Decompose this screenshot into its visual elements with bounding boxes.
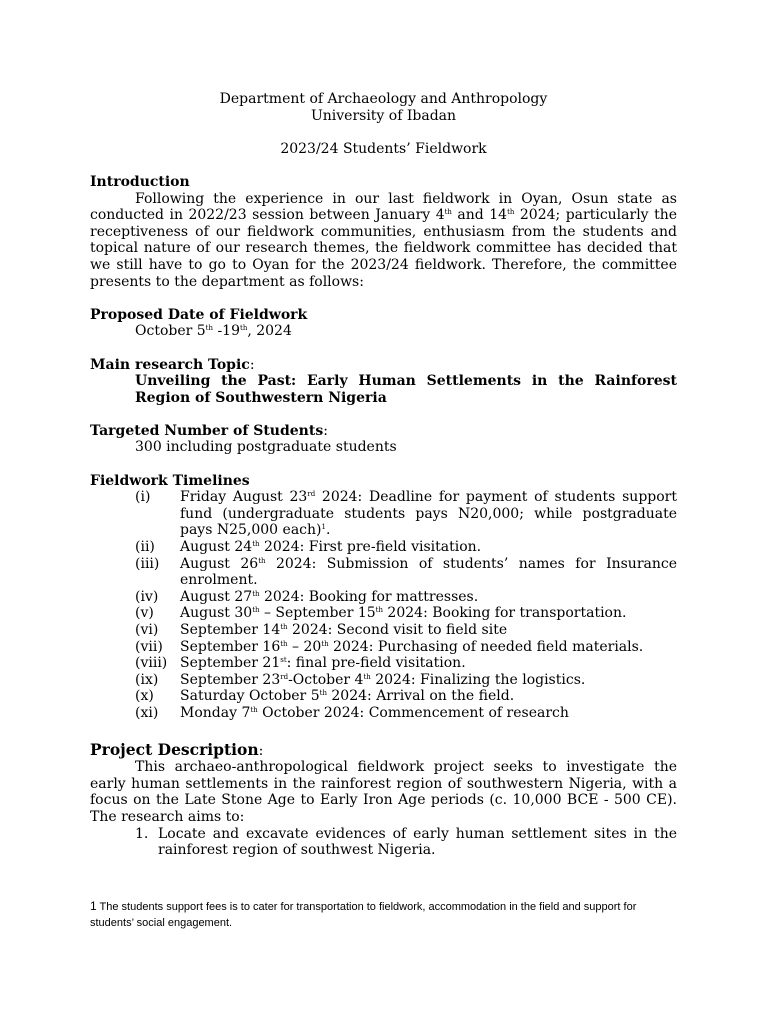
timeline-number: (xi) bbox=[135, 704, 159, 721]
timeline-number: (vi) bbox=[135, 622, 159, 638]
timeline-number: (vii) bbox=[135, 638, 163, 655]
timeline-text: Saturday October 5th 2024: Arrival on the field. bbox=[180, 688, 515, 705]
timeline-text: September 21st: final pre-field visitation. bbox=[180, 655, 466, 672]
timeline-item bbox=[90, 556, 677, 589]
aim-item bbox=[90, 826, 677, 859]
timeline-item bbox=[90, 639, 677, 656]
timeline-text: September 16th – 20th 2024: Purchasing of needed field materials. bbox=[180, 638, 644, 655]
research-topic-heading: Main research Topic: bbox=[90, 356, 255, 373]
timeline-text: August 30th – September 15th 2024: Booking for transportation. bbox=[180, 605, 627, 622]
timeline-number: (ix) bbox=[135, 671, 159, 688]
aims-list bbox=[90, 826, 677, 859]
timeline-text: August 26th 2024: Submission of students’ names for Insurance enrolment. bbox=[180, 555, 677, 589]
target-students-value: 300 including postgraduate students bbox=[135, 439, 397, 456]
timeline-item bbox=[90, 539, 677, 556]
timeline-number: (viii) bbox=[135, 655, 168, 672]
proposed-date-value: October 5th -19th, 2024 bbox=[135, 323, 292, 340]
project-heading: Project Description: bbox=[90, 739, 264, 759]
aim-number: 1. bbox=[135, 825, 149, 842]
timeline-item bbox=[90, 589, 677, 606]
timeline-item bbox=[90, 605, 677, 622]
project-paragraph: This archaeo-anthropological fieldwork project seeks to investigate the early human settlements in the rainforest region of southwestern Nigeria, with a focus on the Late Stone Age to Early Iron Age periods (c. 10,000 BCE - 500 CE). The research aims to: bbox=[90, 759, 677, 825]
introduction-heading: Introduction bbox=[90, 173, 190, 190]
timeline-number: (iv) bbox=[135, 588, 159, 605]
timeline-item bbox=[90, 705, 677, 722]
timeline-number: (x) bbox=[135, 688, 154, 705]
footnote-text: The students support fees is to cater for transportation to fieldwork, accommodation in the field and support for students’ social engagement. bbox=[90, 901, 637, 929]
timeline-text: Monday 7th October 2024: Commencement of research bbox=[180, 704, 569, 721]
timeline-text: August 24th 2024: First pre-field visitation. bbox=[180, 539, 482, 556]
timeline-number: (iii) bbox=[135, 555, 160, 572]
timeline-item bbox=[90, 688, 677, 705]
footnote bbox=[90, 899, 680, 931]
timeline-item bbox=[90, 672, 677, 689]
timeline-number: (ii) bbox=[135, 539, 155, 556]
timeline-text: September 14th 2024: Second visit to field site bbox=[180, 622, 508, 638]
university-name: University of Ibadan bbox=[310, 107, 457, 124]
timeline-item bbox=[90, 655, 677, 672]
document-body bbox=[90, 91, 677, 859]
timeline-list bbox=[90, 489, 677, 721]
proposed-date-heading: Proposed Date of Fieldwork bbox=[90, 306, 308, 323]
research-topic-value: Unveiling the Past: Early Human Settlements in the Rainforest Region of Southwestern Nigeria bbox=[135, 373, 677, 406]
timeline-item bbox=[90, 622, 677, 639]
footnote-mark: 1 bbox=[90, 899, 97, 913]
timeline-text: Friday August 23rd 2024: Deadline for payment of students support fund (undergraduate students pays N20,000; while postgraduate pays N25,000 each)$^1$. bbox=[180, 489, 677, 539]
timeline-text: September 23rd-October 4th 2024: Finalizing the logistics. bbox=[180, 671, 586, 688]
department-name: Department of Archaeology and Anthropology bbox=[219, 91, 548, 107]
timeline-number: (i) bbox=[135, 489, 151, 506]
target-students-heading: Targeted Number of Students: bbox=[90, 422, 328, 439]
timeline-number: (v) bbox=[135, 605, 154, 622]
timelines-heading: Fieldwork Timelines bbox=[90, 472, 250, 489]
aim-text: Locate and excavate evidences of early human settlement sites in the rainforest region of southwest Nigeria. bbox=[158, 825, 677, 859]
timeline-item bbox=[90, 489, 677, 539]
timeline-text: August 27th 2024: Booking for mattresses. bbox=[180, 588, 479, 605]
introduction-paragraph: Following the experience in our last fieldwork in Oyan, Osun state as conducted in 2022/23 session between January 4th and 14th 2024; particularly the receptiveness of our fieldwork communities, enthusiasm from the students and topical nature of our research themes, the fieldwork committee has decided that we still have to go to Oyan for the 2023/24 fieldwork. Therefore, the committee presents to the department as follows: bbox=[90, 190, 677, 290]
document-title: 2023/24 Students’ Fieldwork bbox=[280, 140, 487, 157]
